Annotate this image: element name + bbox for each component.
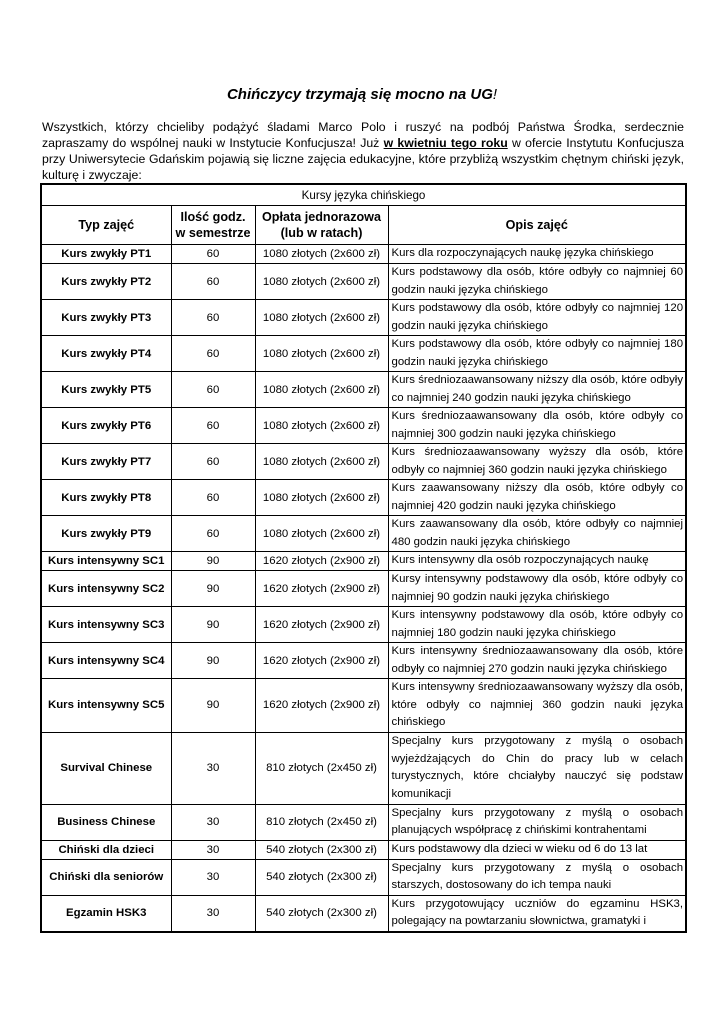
page-title — [0, 86, 724, 103]
header-description: Opis zajęć — [388, 206, 686, 245]
course-fee-cell: 1080 złotych (2x600 zł) — [255, 300, 388, 336]
course-type-cell: Kurs zwykły PT2 — [41, 264, 171, 300]
table-row — [41, 571, 686, 607]
table-row — [41, 516, 686, 552]
table-header-row — [41, 206, 686, 245]
course-hours-cell: 90 — [171, 679, 255, 733]
header-type: Typ zajęć — [41, 206, 171, 245]
course-fee-cell: 540 złotych (2x300 zł) — [255, 859, 388, 895]
course-description-cell: Kursy intensywny podstawowy dla osób, które odbyły co najmniej 90 godzin nauki języka chińskiego — [388, 571, 686, 607]
course-hours-cell: 60 — [171, 336, 255, 372]
course-hours-cell: 90 — [171, 571, 255, 607]
course-description-cell: Specjalny kurs przygotowany z myślą o osobach planujących współpracę z chińskimi kontrahentami — [388, 804, 686, 840]
table-row — [41, 732, 686, 804]
course-hours-cell: 30 — [171, 732, 255, 804]
course-type-cell: Kurs zwykły PT1 — [41, 245, 171, 264]
course-hours-cell: 60 — [171, 408, 255, 444]
table-row — [41, 859, 686, 895]
table-caption-row — [41, 184, 686, 206]
table-caption: Kursy języka chińskiego — [41, 184, 686, 206]
table-row — [41, 444, 686, 480]
intro-text-after: w ofercie Instytutu Konfucjusza przy Uniwersytecie Gdańskim pojawią się liczne zajęcia edukacyjne, które przybliżą wszystkim chętnym chiński język, kulturę i zwyczaje: — [42, 136, 684, 182]
course-fee-cell: 1080 złotych (2x600 zł) — [255, 372, 388, 408]
course-type-cell: Kurs zwykły PT4 — [41, 336, 171, 372]
course-hours-cell: 60 — [171, 264, 255, 300]
course-hours-cell: 90 — [171, 552, 255, 571]
course-fee-cell: 1620 złotych (2x900 zł) — [255, 552, 388, 571]
table-row — [41, 264, 686, 300]
course-description-cell: Specjalny kurs przygotowany z myślą o osobach wyjeżdżających do Chin do pracy lub w celach turystycznych, które chciałyby nauczyć się podstaw komunikacji — [388, 732, 686, 804]
course-type-cell: Kurs zwykły PT8 — [41, 480, 171, 516]
course-type-cell: Kurs intensywny SC4 — [41, 643, 171, 679]
course-hours-cell: 30 — [171, 804, 255, 840]
course-fee-cell: 1080 złotych (2x600 zł) — [255, 245, 388, 264]
course-description-text: Kurs przygotowujący uczniów do egzaminu HSK3, polegający na powtarzaniu słownictwa, gramatyki i — [391, 897, 684, 927]
course-fee-cell: 1620 złotych (2x900 zł) — [255, 679, 388, 733]
course-type-cell: Kurs intensywny SC5 — [41, 679, 171, 733]
course-fee-cell: 810 złotych (2x450 zł) — [255, 804, 388, 840]
course-description-cell: Kurs intensywny podstawowy dla osób, które odbyły co najmniej 180 godzin nauki języka chińskiego — [388, 607, 686, 643]
course-fee-cell: 1620 złotych (2x900 zł) — [255, 571, 388, 607]
course-description-cell: Kurs podstawowy dla osób, które odbyły co najmniej 180 godzin nauki języka chińskiego — [388, 336, 686, 372]
course-fee-cell: 1080 złotych (2x600 zł) — [255, 264, 388, 300]
table-row — [41, 300, 686, 336]
course-fee-cell: 1620 złotych (2x900 zł) — [255, 607, 388, 643]
course-description-cell: Kurs podstawowy dla osób, które odbyły co najmniej 120 godzin nauki języka chińskiego — [388, 300, 686, 336]
table-row — [41, 895, 686, 932]
course-hours-cell: 60 — [171, 444, 255, 480]
course-hours-cell: 30 — [171, 895, 255, 932]
course-hours-cell: 60 — [171, 245, 255, 264]
course-fee-cell: 1080 złotych (2x600 zł) — [255, 336, 388, 372]
course-type-cell: Kurs zwykły PT9 — [41, 516, 171, 552]
table-row — [41, 840, 686, 859]
course-type-cell: Kurs intensywny SC1 — [41, 552, 171, 571]
course-description-cell: Kurs intensywny dla osób rozpoczynających naukę — [388, 552, 686, 571]
course-type-cell: Kurs zwykły PT6 — [41, 408, 171, 444]
course-type-cell: Kurs zwykły PT5 — [41, 372, 171, 408]
course-hours-cell: 60 — [171, 300, 255, 336]
courses-table — [40, 183, 687, 933]
course-hours-cell: 60 — [171, 372, 255, 408]
course-type-cell: Business Chinese — [41, 804, 171, 840]
course-hours-cell: 60 — [171, 516, 255, 552]
course-hours-cell: 60 — [171, 480, 255, 516]
course-type-cell: Kurs intensywny SC3 — [41, 607, 171, 643]
course-fee-cell: 1080 złotych (2x600 zł) — [255, 480, 388, 516]
course-description-cell: Specjalny kurs przygotowany z myślą o osobach starszych, dostosowany do ich tempa nauki — [388, 859, 686, 895]
course-fee-cell: 1620 złotych (2x900 zł) — [255, 643, 388, 679]
course-type-cell: Kurs zwykły PT3 — [41, 300, 171, 336]
course-description-cell: Kurs średniozaawansowany niższy dla osób, które odbyły co najmniej 240 godzin nauki języka chińskiego — [388, 372, 686, 408]
courses-table-body — [41, 184, 686, 932]
header-hours: Ilość godz. w semestrze — [171, 206, 255, 245]
course-fee-cell: 1080 złotych (2x600 zł) — [255, 444, 388, 480]
course-type-cell: Kurs zwykły PT7 — [41, 444, 171, 480]
title-exclamation: ! — [492, 86, 498, 103]
course-description-cell: Kurs zaawansowany dla osób, które odbyły co najmniej 480 godzin nauki języka chińskiego — [388, 516, 686, 552]
course-hours-cell: 90 — [171, 607, 255, 643]
intro-text-before: Wszystkich, którzy chcieliby podążyć śladami Marco Polo i ruszyć na podbój Państwa Środka, serdecznie zapraszamy do wspólnej nauki w Instytucie Konfucjusza! Już — [42, 120, 684, 150]
table-row — [41, 679, 686, 733]
course-type-cell: Survival Chinese — [41, 732, 171, 804]
table-row — [41, 607, 686, 643]
table-row — [41, 336, 686, 372]
course-description-cell: Kurs podstawowy dla dzieci w wieku od 6 do 13 lat — [388, 840, 686, 859]
course-description-cell — [388, 895, 686, 932]
course-description-cell: Kurs dla rozpoczynających naukę języka chińskiego — [388, 245, 686, 264]
table-row — [41, 372, 686, 408]
course-description-cell: Kurs średniozaawansowany wyższy dla osób, które odbyły co najmniej 360 godzin nauki języka chińskiego — [388, 444, 686, 480]
title-text: Chińczycy trzymają się mocno na UG — [226, 86, 493, 103]
course-description-cell: Kurs średniozaawansowany dla osób, które odbyły co najmniej 300 godzin nauki języka chińskiego — [388, 408, 686, 444]
course-description-cell: Kurs intensywny średniozaawansowany dla osób, które odbyły co najmniej 270 godzin nauki języka chińskiego — [388, 643, 686, 679]
course-hours-cell: 90 — [171, 643, 255, 679]
course-fee-cell: 1080 złotych (2x600 zł) — [255, 408, 388, 444]
course-description-cell: Kurs intensywny średniozaawansowany wyższy dla osób, które odbyły co najmniej 360 godzin nauki języka chińskiego — [388, 679, 686, 733]
course-fee-cell: 540 złotych (2x300 zł) — [255, 840, 388, 859]
course-description-cell: Kurs podstawowy dla osób, które odbyły co najmniej 60 godzin nauki języka chińskiego — [388, 264, 686, 300]
course-hours-cell: 30 — [171, 840, 255, 859]
course-description-cell: Kurs zaawansowany niższy dla osób, które odbyły co najmniej 420 godzin nauki języka chińskiego — [388, 480, 686, 516]
course-fee-cell: 1080 złotych (2x600 zł) — [255, 516, 388, 552]
intro-paragraph — [42, 119, 684, 183]
course-fee-cell: 540 złotych (2x300 zł) — [255, 895, 388, 932]
table-row — [41, 245, 686, 264]
table-row — [41, 643, 686, 679]
table-row — [41, 804, 686, 840]
course-type-cell: Chiński dla dzieci — [41, 840, 171, 859]
table-row — [41, 480, 686, 516]
header-fee: Opłata jednorazowa (lub w ratach) — [255, 206, 388, 245]
intro-highlight: w kwietniu tego roku — [383, 136, 508, 150]
course-type-cell: Kurs intensywny SC2 — [41, 571, 171, 607]
course-fee-cell: 810 złotych (2x450 zł) — [255, 732, 388, 804]
course-type-cell: Egzamin HSK3 — [41, 895, 171, 932]
course-hours-cell: 30 — [171, 859, 255, 895]
table-row — [41, 408, 686, 444]
course-type-cell: Chiński dla seniorów — [41, 859, 171, 895]
table-row — [41, 552, 686, 571]
